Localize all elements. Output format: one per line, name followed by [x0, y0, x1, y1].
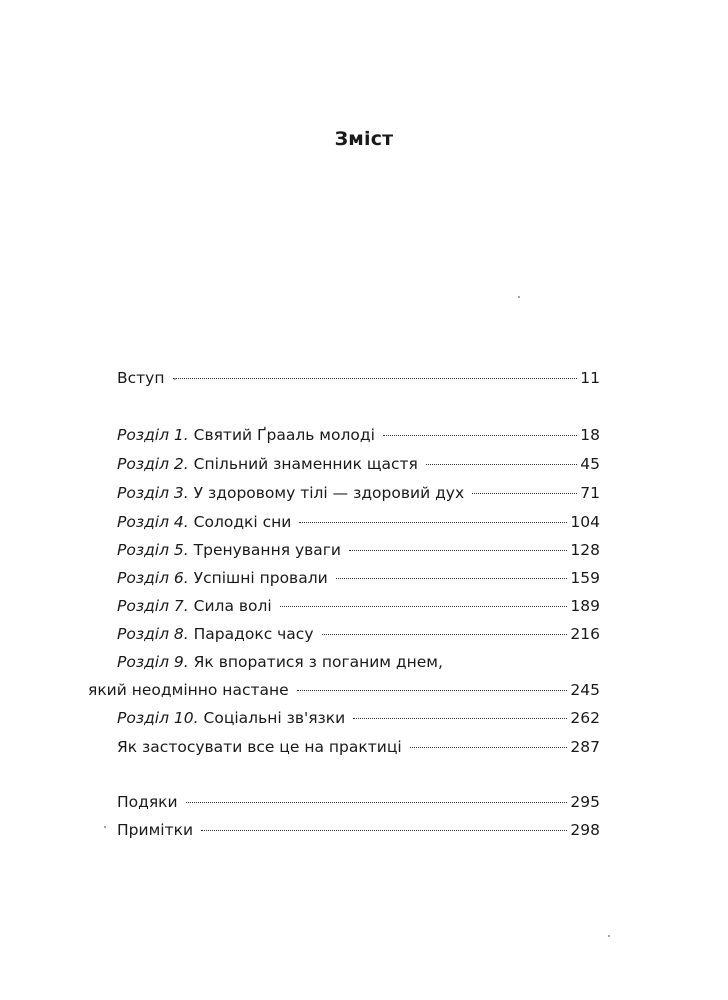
toc-leader-dots — [322, 634, 568, 635]
print-speck — [174, 378, 176, 380]
toc-leader-dots — [472, 493, 577, 494]
toc-leader-dots — [353, 718, 567, 719]
toc-leader-dots — [349, 550, 567, 551]
toc-entry-label: Розділ 10. Соціальні зв'язки — [117, 709, 346, 727]
toc-page-number: 295 — [570, 793, 600, 811]
toc-leader-dots — [336, 578, 568, 579]
toc-page-number: 216 — [570, 625, 600, 643]
toc-page-number: 262 — [570, 709, 600, 727]
toc-entry-label: Розділ 5. Тренування уваги — [117, 541, 341, 559]
toc-page-number: 11 — [580, 369, 600, 387]
toc-entry-label: Розділ 6. Успішні провали — [117, 569, 328, 587]
print-speck — [608, 935, 610, 937]
toc-page-number: 189 — [570, 597, 600, 615]
toc-entry-chapter-10 — [117, 708, 600, 730]
toc-leader-dots — [383, 435, 577, 436]
toc-entry-chapter-2 — [117, 454, 600, 476]
toc-entry-label: Розділ 2. Спільний знаменник щастя — [117, 455, 418, 473]
toc-leader-dots — [173, 378, 578, 379]
toc-page-number: 298 — [570, 821, 600, 839]
toc-entry-notes — [117, 820, 600, 842]
toc-entry-label: Розділ 8. Парадокс часу — [117, 625, 314, 643]
print-speck — [518, 296, 520, 298]
toc-page-number: 287 — [570, 738, 600, 756]
toc-entry-chapter-8 — [117, 624, 600, 646]
toc-entry-chapter-3 — [117, 483, 600, 505]
toc-leader-dots — [410, 747, 568, 748]
toc-entry-label: Примітки — [117, 821, 194, 839]
toc-leader-dots — [299, 522, 567, 523]
toc-entry-label: Вступ — [117, 369, 165, 387]
toc-page-number: 71 — [580, 484, 600, 502]
toc-entry-chapter-9-line-1 — [117, 652, 600, 674]
toc-entry-label: Розділ 1. Святий Ґрааль молоді — [117, 426, 375, 444]
toc-entry-intro — [117, 368, 600, 390]
toc-entry-chapter-4 — [117, 512, 600, 534]
toc-page-number: 159 — [570, 569, 600, 587]
toc-entry-label: Розділ 7. Сила волі — [117, 597, 272, 615]
toc-entry-label: який неодмінно настане — [88, 681, 289, 699]
toc-page-number: 104 — [570, 513, 600, 531]
toc-entry-label: Розділ 3. У здоровому тілі — здоровий дух — [117, 484, 465, 502]
toc-page-number: 18 — [580, 426, 600, 444]
page-title: Зміст — [334, 128, 394, 150]
toc-entry-chapter-5 — [117, 540, 600, 562]
print-speck — [104, 826, 106, 828]
toc-leader-dots — [201, 830, 567, 831]
toc-page-number: 245 — [570, 681, 600, 699]
toc-leader-dots — [426, 464, 577, 465]
toc-page-number: 128 — [570, 541, 600, 559]
toc-entry-label: Розділ 9. Як впоратися з поганим днем, — [117, 653, 443, 671]
toc-entry-practice — [117, 737, 600, 759]
toc-entry-chapter-1 — [117, 425, 600, 447]
toc-entry-label: Розділ 4. Солодкі сни — [117, 513, 292, 531]
toc-entry-chapter-6 — [117, 568, 600, 590]
toc-leader-dots — [186, 802, 568, 803]
toc-entry-chapter-9-line-2 — [88, 680, 600, 702]
toc-leader-dots — [280, 606, 568, 607]
toc-leader-dots — [297, 690, 568, 691]
toc-entry-acknowledgements — [117, 792, 600, 814]
toc-entry-label: Як застосувати все це на практиці — [117, 738, 402, 756]
toc-entry-chapter-7 — [117, 596, 600, 618]
toc-entry-label: Подяки — [117, 793, 178, 811]
toc-page-number: 45 — [580, 455, 600, 473]
